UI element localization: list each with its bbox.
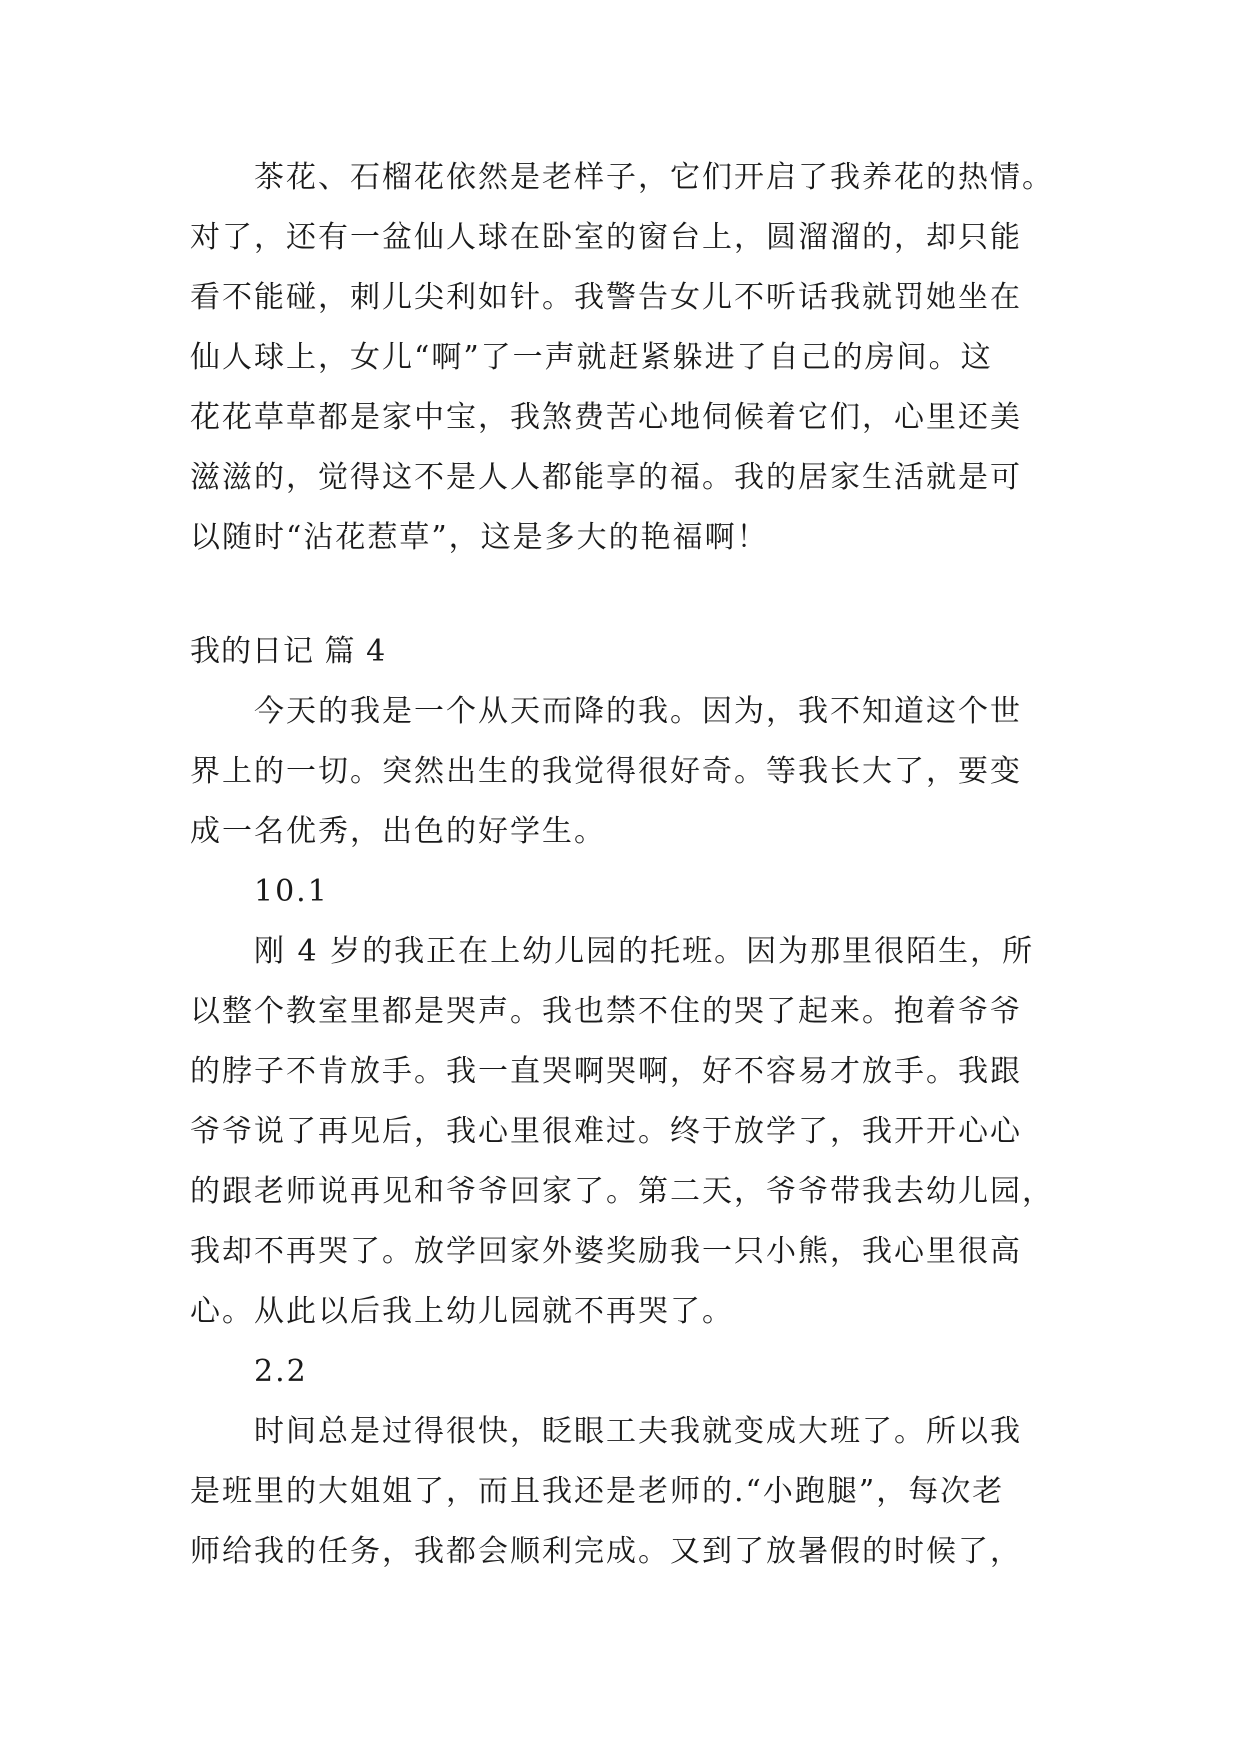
text-line: 花花草草都是家中宝，我煞费苦心地伺候着它们，心里还美 bbox=[190, 400, 1022, 435]
text-line: 滋滋的，觉得这不是人人都能享的福。我的居家生活就是可 bbox=[190, 460, 1022, 495]
text-line: 成一名优秀，出色的好学生。 bbox=[190, 814, 606, 849]
paragraph-kindergarten bbox=[190, 922, 1070, 1342]
date-entry-1 bbox=[190, 862, 1070, 922]
text-line: 心。从此以后我上幼儿园就不再哭了。 bbox=[190, 1294, 734, 1329]
text-line: 刚 4 岁的我正在上幼儿园的托班。因为那里很陌生，所 bbox=[254, 934, 1035, 969]
date-label: 2.2 bbox=[254, 1354, 308, 1389]
text-line: 今天的我是一个从天而降的我。因为，我不知道这个世 bbox=[254, 694, 1022, 729]
text-line: 以整个教室里都是哭声。我也禁不住的哭了起来。抱着爷爷 bbox=[190, 994, 1022, 1029]
text-line: 时间总是过得很快，眨眼工夫我就变成大班了。所以我 bbox=[254, 1414, 1022, 1449]
text-line: 茶花、石榴花依然是老样子，它们开启了我养花的热情。 bbox=[254, 160, 1054, 195]
section-title-text: 我的日记 篇 4 bbox=[190, 634, 387, 669]
paragraph-intro bbox=[190, 682, 1070, 862]
text-line: 的跟老师说再见和爷爷回家了。第二天，爷爷带我去幼儿园， bbox=[190, 1174, 1054, 1209]
text-line: 爷爷说了再见后，我心里很难过。终于放学了，我开开心心 bbox=[190, 1114, 1022, 1149]
text-line: 以随时“沾花惹草”，这是多大的艳福啊！ bbox=[190, 520, 769, 555]
text-line: 是班里的大姐姐了，而且我还是老师的.“小跑腿”，每次老 bbox=[190, 1474, 1005, 1509]
text-line: 的脖子不肯放手。我一直哭啊哭啊，好不容易才放手。我跟 bbox=[190, 1054, 1022, 1089]
date-label: 10.1 bbox=[254, 874, 329, 909]
paragraph-flowers bbox=[190, 148, 1070, 568]
text-line: 仙人球上，女儿“啊”了一声就赶紧躲进了自己的房间。这 bbox=[190, 340, 993, 375]
section-title bbox=[190, 622, 1070, 682]
paragraph-big-class bbox=[190, 1402, 1070, 1582]
date-entry-2 bbox=[190, 1342, 1070, 1402]
text-line: 师给我的任务，我都会顺利完成。又到了放暑假的时候了， bbox=[190, 1534, 1022, 1569]
text-line: 我却不再哭了。放学回家外婆奖励我一只小熊，我心里很高 bbox=[190, 1234, 1022, 1269]
text-line: 看不能碰，刺儿尖利如针。我警告女儿不听话我就罚她坐在 bbox=[190, 280, 1022, 315]
text-line: 对了，还有一盆仙人球在卧室的窗台上，圆溜溜的，却只能 bbox=[190, 220, 1022, 255]
text-line: 界上的一切。突然出生的我觉得很好奇。等我长大了，要变 bbox=[190, 754, 1022, 789]
